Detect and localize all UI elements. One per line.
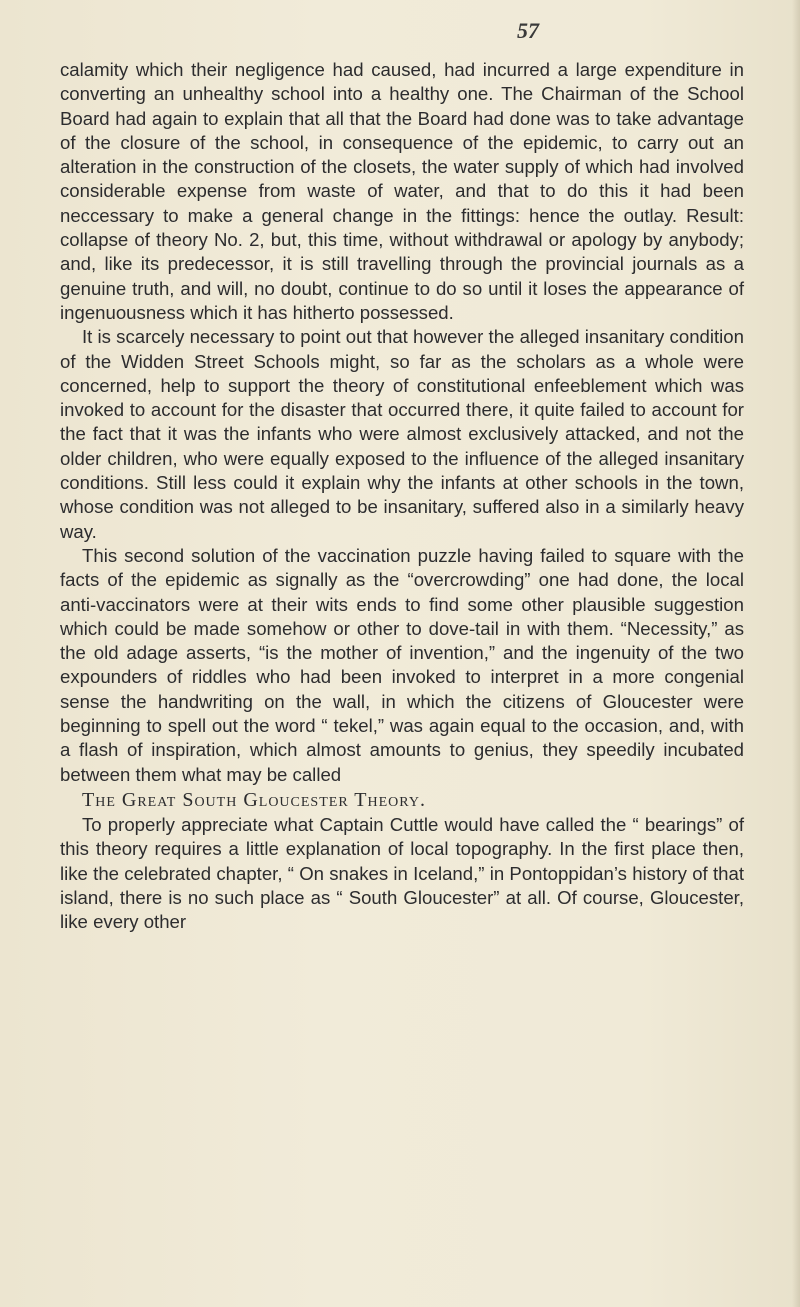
body-text xyxy=(60,58,744,934)
section-heading: The Great South Gloucester Theory. xyxy=(82,788,426,811)
paragraph-3: This second solution of the vaccination puzzle having failed to square with the facts of the epidemic as signally as the “overcrowding” one had done, the local anti-vaccinators were at their wits ends to find some other plausible suggestion which could be made somehow or other to dove-tail in with them. “Necessity,” as the old adage asserts, “is the mother of invention,” and the ingenuity of the two expounders of riddles who had been invoked to interpret in a more congenial sense the handwriting on the wall, in which the citizens of Gloucester were beginning to spell out the word “ tekel,” was again equal to the occasion, and, with a flash of inspiration, which almost amounts to genius, they speedily incubated between them what may be called xyxy=(60,544,744,785)
paragraph-2: It is scarcely necessary to point out that however the alleged insanitary condition of the Widden Street Schools might, so far as the scholars as a whole were concerned, help to support the theory of constitutional enfeeblement which was invoked to account for the disaster that occurred there, it quite failed to account for the fact that it was the infants who were almost exclusively attacked, and not the older children, who were equally exposed to the influence of the alleged insanitary conditions. Still less could it explain why the infants at other schools in the town, whose condition was not alleged to be insanitary, suffered also in a similarly heavy way. xyxy=(60,326,744,542)
page-number: 57 xyxy=(517,18,539,43)
paragraph-1: calamity which their negligence had caused, had incurred a large expenditure in converting an unhealthy school into a healthy one. The Chairman of the School Board had again to explain that all that the Board had done was to take advantage of the closure of the school, in consequence of the epidemic, to carry out an alteration in the construction of the closets, the water supply of which had involved considerable expense from waste of water, and that to do this it had been neccessary to make a general change in the fittings: hence the outlay. Result: collapse of theory No. 2, but, this time, without withdrawal or apology by anybody; and, like its predecessor, it is still travelling through the provincial journals as a genuine truth, and will, no doubt, continue to do so until it loses the appearance of ingenuousness which it has hitherto possessed. xyxy=(60,59,744,323)
paragraph-4: To properly appreciate what Captain Cuttle would have called the “ bearings” of this theory requires a little explanation of local topography. In the first place then, like the celebrated chapter, “ On snakes in Iceland,” in Pontoppidan’s history of that island, there is no such place as “ South Gloucester” at all. Of course, Gloucester, like every other xyxy=(60,813,744,933)
page-edge-shadow xyxy=(792,0,800,1307)
